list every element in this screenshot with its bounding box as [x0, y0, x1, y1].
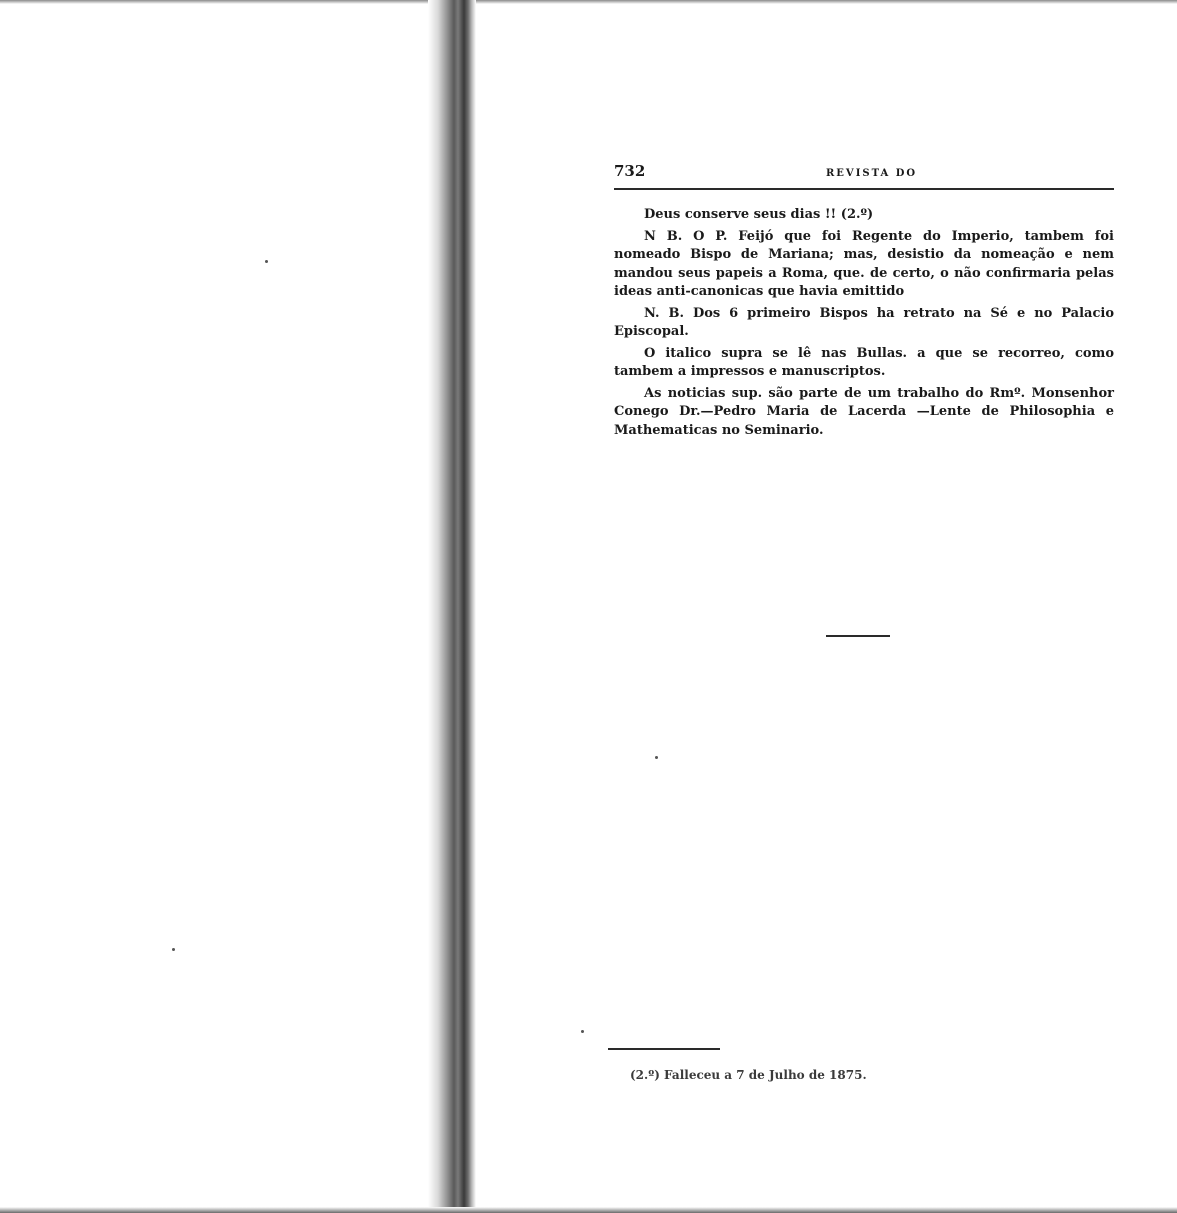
body-text — [614, 206, 1114, 443]
scan-speck — [581, 1030, 584, 1033]
paragraph: O italico supra se lê nas Bullas. a que se recorreo, como tambem a impressos e manuscriptos. — [614, 345, 1114, 379]
book-gutter-shadow — [428, 0, 476, 1213]
footnote: (2.º) Falleceu a 7 de Julho de 1875. — [630, 1068, 867, 1082]
paragraph: Deus conserve seus dias !! (2.º) — [644, 207, 874, 222]
footnote-rule — [608, 1048, 720, 1050]
page-header — [614, 160, 1114, 182]
scan-speck — [265, 260, 268, 263]
paragraph: As noticias sup. são parte de um trabalho do Rmº. Monsenhor Conego Dr.—Pedro Maria de Lacerda —Lente de Philosophia e Mathematicas no Seminario. — [614, 385, 1114, 438]
paragraph: N B. O P. Feijó que foi Regente do Imperio, tambem foi nomeado Bispo de Mariana; mas, desistio da nomeação e nem mandou seus papeis a Roma, que. de certo, o não confirmaria pelas ideas anti-canonicas que havia emittido — [614, 228, 1114, 299]
book-page — [476, 0, 1177, 1213]
scan-bottom-edge — [0, 1207, 1177, 1213]
scan-speck — [655, 756, 658, 759]
section-divider — [826, 635, 890, 637]
page-number: 732 — [614, 162, 646, 180]
running-head: REVISTA DO — [826, 168, 918, 179]
header-rule — [614, 188, 1114, 190]
scan-speck — [172, 948, 175, 951]
paragraph: N. B. Dos 6 primeiro Bispos ha retrato na Sé e no Palacio Episcopal. — [614, 305, 1114, 339]
